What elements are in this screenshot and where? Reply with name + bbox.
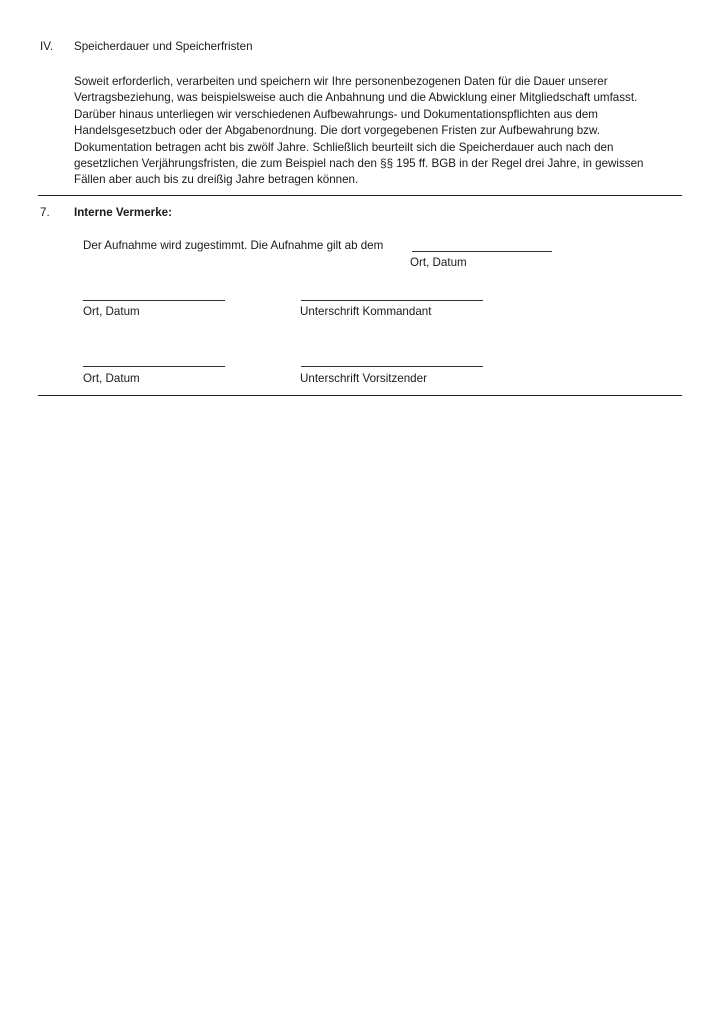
signature-date-label: Ort, Datum <box>83 372 140 385</box>
paragraph-line: Handelsgesetzbuch oder der Abgabenordnung. Die dort vorgegebenen Fristen zur Aufbewahrung bzw. <box>74 124 600 138</box>
section-title: Interne Vermerke: <box>74 206 172 219</box>
signature-date-field[interactable] <box>83 300 225 301</box>
approval-date-field[interactable] <box>412 251 552 252</box>
paragraph-line: Fällen aber auch bis zu dreißig Jahre betragen können. <box>74 173 359 187</box>
section-divider <box>38 195 682 196</box>
section-number: IV. <box>40 40 54 53</box>
chairman-signature-field[interactable] <box>301 366 483 367</box>
chairman-signature-label: Unterschrift Vorsitzender <box>300 372 427 385</box>
paragraph-line: Vertragsbeziehung, was beispielsweise auch die Anbahnung und die Abwicklung einer Mitgliedschaft umfasst. <box>74 91 638 105</box>
approval-statement: Der Aufnahme wird zugestimmt. Die Aufnahme gilt ab dem <box>83 239 384 252</box>
paragraph-line: Dokumentation betragen acht bis zwölf Jahre. Schließlich beurteilt sich die Speicherdauer auch nach den <box>74 140 614 154</box>
retention-paragraph <box>74 74 694 189</box>
section-divider <box>38 395 682 396</box>
signature-date-label: Ort, Datum <box>83 305 140 318</box>
section-number: 7. <box>40 206 50 219</box>
commander-signature-field[interactable] <box>301 300 483 301</box>
paragraph-line: Soweit erforderlich, verarbeiten und speichern wir Ihre personenbezogenen Daten für die Dauer unserer <box>74 75 608 88</box>
approval-date-caption: Ort, Datum <box>410 256 467 269</box>
paragraph-line: Darüber hinaus unterliegen wir verschiedenen Aufbewahrungs- und Dokumentationspflichten aus dem <box>74 107 598 121</box>
commander-signature-label: Unterschrift Kommandant <box>300 305 432 318</box>
paragraph-line: gesetzlichen Verjährungsfristen, die zum Beispiel nach den §§ 195 ff. BGB in der Regel drei Jahre, in gewissen <box>74 157 644 171</box>
section-title: Speicherdauer und Speicherfristen <box>74 40 253 53</box>
signature-date-field[interactable] <box>83 366 225 367</box>
